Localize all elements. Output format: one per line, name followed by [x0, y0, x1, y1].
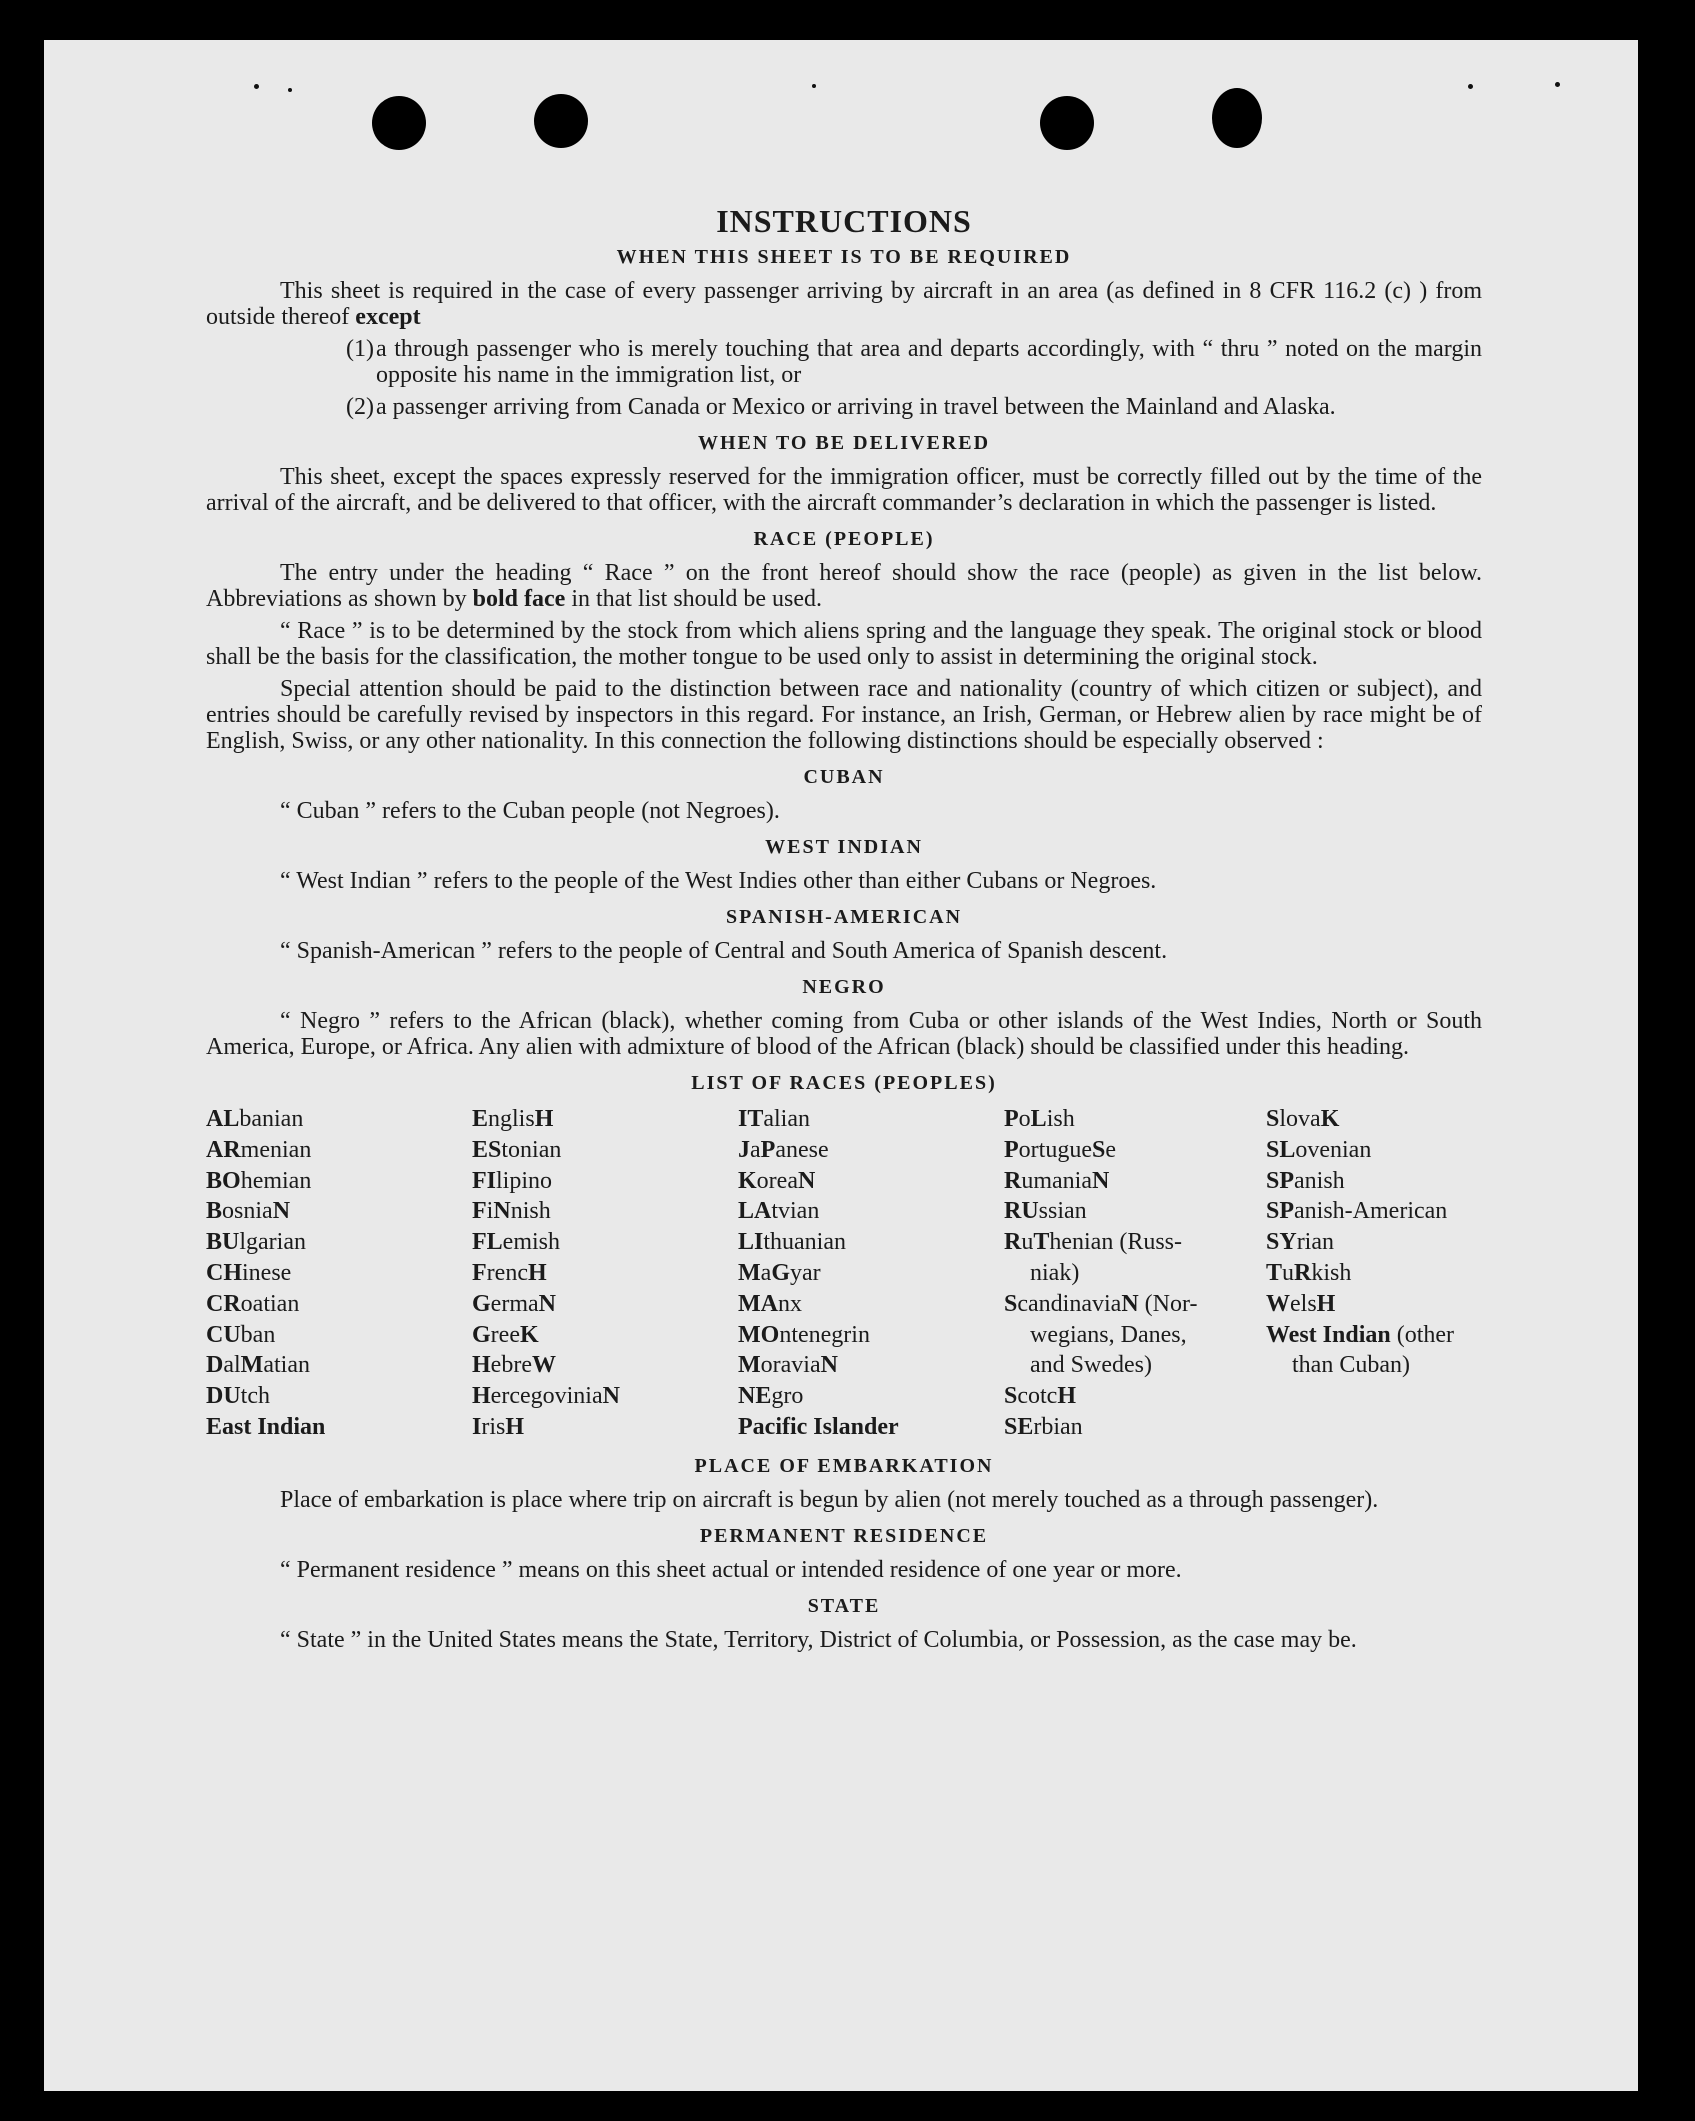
race-entry-part: N — [493, 1198, 511, 1225]
race-entry-part: alian — [763, 1106, 810, 1132]
race-entry-part: al — [223, 1352, 241, 1379]
race-entry-part: ortugue — [1018, 1136, 1092, 1163]
race-entry-part: BO — [206, 1167, 241, 1194]
speck — [812, 84, 816, 88]
race-entry-part: wegians, Danes, — [1030, 1321, 1187, 1348]
race-entry-part: H — [505, 1413, 525, 1440]
residence-text: “ Permanent residence ” means on this sheet actual or intended residence of one year or more. — [280, 1556, 1182, 1583]
heading-delivered: WHEN TO BE DELIVERED — [697, 432, 991, 454]
race-entry-part: menian — [240, 1136, 312, 1163]
race-entry — [1004, 1289, 1266, 1320]
race-entry-part: tonian — [501, 1136, 562, 1163]
race-entry-part: u — [1021, 1229, 1034, 1256]
race-entry-part: H — [1057, 1383, 1077, 1410]
race-entry-part: R — [1004, 1167, 1022, 1194]
race-entry-part: SE — [1004, 1413, 1034, 1440]
race-entry — [1004, 1227, 1266, 1258]
race-entry-part: umania — [1021, 1167, 1092, 1194]
race-entry-part: ES — [472, 1136, 502, 1163]
race-entry-part: K — [1320, 1106, 1340, 1132]
race-entry-part: ovenian — [1295, 1136, 1372, 1163]
race-entry — [738, 1227, 1004, 1258]
race-entry-part: W — [531, 1352, 556, 1379]
race-entry-part: ercegovinia — [490, 1383, 603, 1410]
race-entry-part: T — [1266, 1259, 1283, 1286]
race-entry-part: MA — [738, 1290, 778, 1317]
race-entry-part: IT — [738, 1106, 764, 1132]
race-entry-part: kish — [1311, 1259, 1352, 1286]
race-entry-part: nish — [510, 1198, 551, 1225]
race-entry — [1266, 1227, 1482, 1258]
race-entry-part: renc — [486, 1259, 528, 1286]
races-column — [1266, 1104, 1482, 1443]
race-entry-part: anish — [1294, 1167, 1345, 1194]
race-entry — [738, 1320, 1004, 1351]
race-p2: “ Race ” is to be determined by the stock from which aliens spring and the language they speak. The original stock or blood shall be the basis for the classification, the mother tongue to be used only to assist in determining the original stock. — [206, 618, 1482, 670]
race-entry-part: tch — [240, 1383, 270, 1410]
race-entry — [206, 1258, 472, 1289]
race-entry-part: N — [1091, 1167, 1110, 1194]
race-entry — [472, 1166, 738, 1197]
speck — [254, 84, 259, 89]
race-entry-part: cotc — [1017, 1383, 1058, 1410]
race-entry-part: RU — [1004, 1198, 1039, 1225]
page-title: INSTRUCTIONS — [716, 203, 972, 239]
race-entry-part: anese — [775, 1136, 829, 1163]
race-entry-part: NE — [738, 1383, 772, 1410]
race-entry — [738, 1412, 1004, 1443]
race-entry-part: N — [820, 1352, 838, 1379]
race-entry-part: N — [538, 1290, 556, 1317]
races-list — [206, 1104, 1482, 1443]
race-entry-part: osnia — [222, 1198, 273, 1225]
heading-spanish-american: SPANISH-AMERICAN — [725, 906, 963, 928]
speck — [288, 88, 292, 92]
race-entry-part: ebre — [490, 1352, 532, 1379]
race-entry-part: ris — [481, 1413, 506, 1440]
race-entry — [472, 1227, 738, 1258]
race-entry-part: a — [750, 1136, 761, 1163]
race-entry-part: lgarian — [239, 1229, 306, 1256]
race-entry-part: ban — [240, 1321, 276, 1348]
punch-hole — [534, 94, 588, 148]
race-entry — [472, 1258, 738, 1289]
race-entry-part: I — [472, 1413, 482, 1440]
heading-race: RACE (PEOPLE) — [753, 528, 935, 550]
race-entry — [206, 1412, 472, 1443]
race-entry-part: ish — [1046, 1106, 1075, 1132]
race-entry — [738, 1258, 1004, 1289]
race-entry — [738, 1381, 1004, 1412]
race-entry-part: o — [1018, 1106, 1031, 1132]
race-entry-part: oravia — [760, 1352, 821, 1379]
race-entry-part: candinavia — [1017, 1290, 1122, 1317]
race-entry — [206, 1166, 472, 1197]
race-entry-part: H — [1316, 1290, 1336, 1317]
race-entry-part: F — [472, 1198, 487, 1225]
punch-hole — [1040, 96, 1094, 150]
race-entry-part: than Cuban) — [1292, 1352, 1410, 1379]
race-entry — [1266, 1135, 1482, 1166]
race-entry — [206, 1320, 472, 1351]
race-entry-part: H — [534, 1106, 554, 1132]
race-entry-part: N — [602, 1383, 620, 1410]
race-entry — [472, 1412, 738, 1443]
race-entry-part: T — [1033, 1229, 1050, 1256]
race-entry-part: henian (Russ- — [1049, 1229, 1183, 1256]
race-entry-part: niak) — [1030, 1259, 1080, 1286]
race-entry-part: DU — [206, 1383, 241, 1410]
race-entry — [206, 1289, 472, 1320]
race-entry — [1004, 1104, 1266, 1135]
race-entry-part: N — [272, 1198, 291, 1225]
race-entry-part: (Nor- — [1138, 1290, 1198, 1317]
race-entry — [1004, 1320, 1266, 1351]
race-entry-part: G — [472, 1321, 491, 1348]
heading-west-indian: WEST INDIAN — [765, 836, 923, 858]
race-entry — [206, 1227, 472, 1258]
race-entry-part: CR — [206, 1290, 241, 1317]
required-item-1: (1) a through passenger who is merely touching that area and departs accordingly, with “ thru ” noted on the margin opposite his name in the immigration list, or — [346, 336, 1482, 388]
race-entry-part: and Swedes) — [1030, 1352, 1152, 1379]
delivered-text: This sheet, except the spaces expressly reserved for the immigration officer, must be correctly filled out by the time of the arrival of the aircraft, and be delivered to that officer, with the aircraft commander’s declaration in which the passenger is listed. — [206, 464, 1482, 516]
race-entry-part: SP — [1266, 1167, 1295, 1194]
race-entry-part: orea — [756, 1167, 798, 1194]
punch-hole — [372, 96, 426, 150]
race-entry-part: P — [1004, 1106, 1019, 1132]
required-intro: This sheet is required in the case of every passenger arriving by aircraft in an area (as defined in 8 CFR 116.2 (c) ) from outside thereof except — [206, 278, 1482, 330]
heading-list-of-races: LIST OF RACES (PEOPLES) — [691, 1072, 997, 1094]
race-entry-part: P — [760, 1136, 776, 1163]
race-entry-part: R — [1294, 1259, 1312, 1286]
race-entry-part: G — [472, 1290, 491, 1317]
race-entry — [472, 1289, 738, 1320]
race-entry — [1266, 1289, 1482, 1320]
race-entry-part: u — [1282, 1259, 1295, 1286]
races-column — [738, 1104, 1004, 1443]
race-p3: Special attention should be paid to the distinction between race and nationality (country of which citizen or subject), and entries should be carefully revised by inspectors in this regard. For instance, an Irish, German, or Hebrew alien by race might be of English, Swiss, or any other nationality. In this connection the following distinctions should be especially observed : — [206, 676, 1482, 754]
race-entry-part: e — [1105, 1136, 1116, 1163]
spanish-american-text: “ Spanish-American ” refers to the people of Central and South America of Spanish descent. — [280, 938, 1168, 964]
race-entry-part: West Indian — [1266, 1321, 1391, 1348]
race-entry — [738, 1104, 1004, 1135]
race-entry — [1004, 1412, 1266, 1443]
race-entry-part: J — [738, 1136, 750, 1163]
speck — [1468, 84, 1473, 89]
race-entry-part: FI — [472, 1167, 496, 1194]
race-entry-part: inese — [242, 1259, 292, 1286]
heading-negro: NEGRO — [802, 976, 886, 998]
race-entry-part: a — [760, 1259, 772, 1286]
race-entry-part: LA — [738, 1198, 772, 1225]
race-entry-part: D — [206, 1352, 224, 1379]
race-entry-part: S — [1266, 1106, 1280, 1132]
race-entry-part: M — [738, 1259, 761, 1286]
race-entry — [738, 1135, 1004, 1166]
race-entry — [206, 1350, 472, 1381]
race-entry — [1004, 1381, 1266, 1412]
race-entry-part: rian — [1296, 1229, 1334, 1256]
speck — [1555, 82, 1560, 87]
required-item-2: (2) a passenger arriving from Canada or Mexico or arriving in travel between the Mainland and Alaska. — [346, 394, 1336, 420]
race-entry-part: S — [1004, 1290, 1018, 1317]
race-entry-part: ntenegrin — [779, 1321, 870, 1348]
race-entry-part: SY — [1266, 1229, 1297, 1256]
race-entry-part: banian — [239, 1106, 304, 1132]
race-entry-part: emish — [502, 1229, 560, 1256]
race-entry-part: LI — [738, 1229, 764, 1256]
race-entry-part: thuanian — [763, 1229, 846, 1256]
race-entry-part: tvian — [771, 1198, 820, 1225]
race-entry — [206, 1381, 472, 1412]
race-entry — [472, 1196, 738, 1227]
race-entry-part: K — [738, 1167, 757, 1194]
race-p1: The entry under the heading “ Race ” on the front hereof should show the race (people) as given in the list below. Abbreviations as shown by bold face in that list should be used. — [206, 560, 1482, 612]
race-entry-part: P — [1004, 1136, 1019, 1163]
document-sheet — [44, 40, 1638, 2091]
instructions-content — [206, 168, 1482, 1659]
race-entry-part: BU — [206, 1229, 240, 1256]
race-entry-part: els — [1290, 1290, 1317, 1317]
race-entry-part: SP — [1266, 1198, 1295, 1225]
race-entry-part: nglis — [488, 1106, 535, 1132]
west-indian-text: “ West Indian ” refers to the people of the West Indies other than either Cubans or Negroes. — [280, 868, 1157, 894]
race-entry-part: hemian — [240, 1167, 312, 1194]
race-entry — [1266, 1258, 1482, 1289]
race-entry-part: erma — [490, 1290, 539, 1317]
races-column — [1004, 1104, 1266, 1443]
race-entry — [206, 1135, 472, 1166]
race-entry-part: Pacific Islander — [738, 1413, 899, 1440]
race-entry — [738, 1350, 1004, 1381]
race-entry-part: S — [1091, 1136, 1106, 1163]
race-entry — [1004, 1166, 1266, 1197]
race-entry-part: i — [486, 1198, 494, 1225]
state-text: “ State ” in the United States means the State, Territory, District of Columbia, or Possession, as the case may be. — [280, 1626, 1357, 1653]
race-entry-part: AL — [206, 1106, 240, 1132]
heading-required: WHEN THIS SHEET IS TO BE REQUIRED — [616, 246, 1072, 268]
race-entry-part: atian — [263, 1352, 310, 1379]
heading-state: STATE — [807, 1594, 881, 1617]
race-entry-part: G — [771, 1259, 790, 1286]
race-entry-part: M — [240, 1352, 264, 1379]
race-entry-part: B — [206, 1198, 223, 1225]
race-entry-part: CU — [206, 1321, 241, 1348]
race-entry — [738, 1166, 1004, 1197]
race-entry-part: SL — [1266, 1136, 1296, 1163]
race-entry — [472, 1381, 738, 1412]
race-entry — [1266, 1104, 1482, 1135]
heading-residence: PERMANENT RESIDENCE — [699, 1524, 989, 1547]
race-entry — [1266, 1166, 1482, 1197]
race-entry — [472, 1104, 738, 1135]
race-entry-part: oatian — [240, 1290, 300, 1317]
race-entry-part: H — [527, 1259, 547, 1286]
race-entry-part: East Indian — [206, 1413, 326, 1440]
race-entry — [1004, 1196, 1266, 1227]
race-entry — [206, 1196, 472, 1227]
race-entry — [472, 1320, 738, 1351]
race-entry-part: gro — [771, 1383, 804, 1410]
race-entry-part: anish-American — [1294, 1198, 1448, 1225]
cuban-text: “ Cuban ” refers to the Cuban people (not Negroes). — [280, 798, 780, 824]
race-entry-part: CH — [206, 1259, 242, 1286]
race-entry — [206, 1104, 472, 1135]
race-entry-part: F — [472, 1259, 487, 1286]
race-entry-part: H — [472, 1352, 491, 1379]
race-entry-part: M — [738, 1352, 761, 1379]
race-entry-part: AR — [206, 1136, 241, 1163]
race-entry — [1266, 1350, 1482, 1381]
race-entry-part: N — [797, 1167, 816, 1194]
race-entry-part: W — [1266, 1290, 1290, 1317]
race-entry-part: ssian — [1038, 1198, 1087, 1225]
embarkation-text: Place of embarkation is place where trip on aircraft is begun by alien (not merely touched as a through passenger). — [280, 1486, 1379, 1513]
race-entry — [472, 1135, 738, 1166]
race-entry-part: ree — [490, 1321, 520, 1348]
race-entry-part: K — [519, 1321, 539, 1348]
punch-hole — [1212, 88, 1262, 148]
negro-text: “ Negro ” refers to the African (black), whether coming from Cuba or other islands of the West Indies, North or South America, Europe, or Africa. Any alien with admixture of blood of the African (black) should be classified under this heading. — [206, 1008, 1482, 1060]
race-entry-part: H — [472, 1383, 491, 1410]
race-entry-part: (other — [1390, 1321, 1455, 1348]
race-entry-part: S — [1004, 1383, 1018, 1410]
heading-cuban: CUBAN — [803, 766, 885, 788]
race-entry — [1266, 1196, 1482, 1227]
race-entry-part: FL — [472, 1229, 503, 1256]
race-entry-part: MO — [738, 1321, 780, 1348]
race-entry-part: yar — [789, 1259, 821, 1286]
races-column — [472, 1104, 738, 1443]
race-entry-part: E — [472, 1106, 489, 1132]
race-entry — [1004, 1258, 1266, 1289]
race-entry — [738, 1196, 1004, 1227]
race-entry — [1004, 1350, 1266, 1381]
race-entry-part: N — [1121, 1290, 1139, 1317]
race-entry-part: lova — [1279, 1106, 1321, 1132]
heading-embarkation: PLACE OF EMBARKATION — [694, 1454, 994, 1477]
race-entry — [472, 1350, 738, 1381]
race-entry-part: nx — [777, 1290, 802, 1317]
race-entry-part: R — [1004, 1229, 1022, 1256]
race-entry-part: rbian — [1033, 1413, 1083, 1440]
race-entry — [1004, 1135, 1266, 1166]
race-entry — [1266, 1320, 1482, 1351]
race-entry-part: lipino — [496, 1167, 553, 1194]
race-entry-part: L — [1030, 1106, 1047, 1132]
race-entry — [738, 1289, 1004, 1320]
races-column — [206, 1104, 472, 1443]
